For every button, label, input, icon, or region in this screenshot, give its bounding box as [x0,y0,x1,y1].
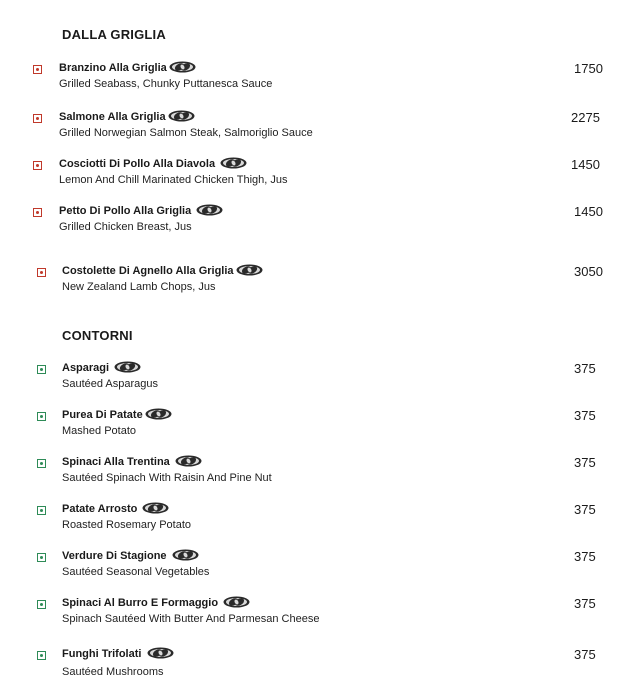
item-description: Lemon And Chill Marinated Chicken Thigh, Jus [59,174,288,186]
item-name: Branzino Alla Griglia [59,61,196,74]
olive-oil-icon [196,204,223,216]
item-name: Petto Di Pollo Alla Griglia [59,204,223,217]
non-veg-icon [33,65,42,74]
olive-oil-icon [114,361,141,373]
non-veg-icon [33,114,42,123]
non-veg-icon [33,208,42,217]
item-name: Spinaci Al Burro E Formaggio [62,596,250,609]
item-price: 1450 [574,204,603,219]
item-price: 1750 [574,61,603,76]
item-name: Costolette Di Agnello Alla Griglia [62,264,263,277]
item-name: Spinaci Alla Trentina [62,455,202,468]
menu-item [0,157,633,197]
veg-icon [37,600,46,609]
item-price: 375 [574,502,596,517]
olive-oil-icon [172,549,199,561]
item-description: Roasted Rosemary Potato [62,519,192,531]
olive-oil-icon [145,408,172,420]
item-name: Salmone Alla Griglia [59,110,195,123]
veg-icon [37,506,46,515]
item-description: Sautéed Asparagus [62,378,159,390]
veg-icon [37,365,46,374]
item-description: Sautéed Mushrooms [62,666,164,678]
olive-oil-icon [175,455,202,467]
veg-icon [37,553,46,562]
olive-oil-icon [236,264,263,276]
section-title-dalla-griglia: DALLA GRIGLIA [62,27,166,42]
veg-icon [37,459,46,468]
veg-icon [37,412,46,421]
item-price: 3050 [574,264,603,279]
non-veg-icon [37,268,46,277]
item-price: 375 [574,408,596,423]
item-name: Verdure Di Stagione [62,549,199,562]
item-price: 2275 [571,110,600,125]
olive-oil-icon [223,596,250,608]
menu-item [0,502,633,542]
menu-item [0,110,633,150]
section-title-contorni: CONTORNI [62,328,133,343]
menu-item [0,647,633,687]
item-name: Purea Di Patate [62,408,172,421]
menu-item [0,61,633,101]
menu-item [0,361,633,401]
menu-item [0,596,633,636]
menu-item [0,408,633,448]
item-description: Grilled Seabass, Chunky Puttanesca Sauce [59,78,273,90]
item-description: Grilled Chicken Breast, Jus [59,221,192,233]
item-name: Cosciotti Di Pollo Alla Diavola [59,157,247,170]
olive-oil-icon [220,157,247,169]
item-name: Funghi Trifolati [62,647,174,660]
item-description: Sautéed Spinach With Raisin And Pine Nut [62,472,272,484]
item-description: Sautéed Seasonal Vegetables [62,566,210,578]
menu-item [0,204,633,244]
item-name: Asparagi [62,361,141,374]
item-description: Mashed Potato [62,425,136,437]
item-price: 375 [574,596,596,611]
menu-item [0,549,633,589]
menu-item [0,264,633,304]
veg-icon [37,651,46,660]
item-description: Grilled Norwegian Salmon Steak, Salmoriglio Sauce [59,127,313,139]
menu-item [0,455,633,495]
item-description: Spinach Sautéed With Butter And Parmesan Cheese [62,613,320,625]
olive-oil-icon [169,61,196,73]
item-price: 375 [574,549,596,564]
item-price: 375 [574,361,596,376]
olive-oil-icon [142,502,169,514]
item-name: Patate Arrosto [62,502,169,515]
item-price: 375 [574,647,596,662]
item-price: 375 [574,455,596,470]
non-veg-icon [33,161,42,170]
item-description: New Zealand Lamb Chops, Jus [62,281,216,293]
olive-oil-icon [168,110,195,122]
olive-oil-icon [147,647,174,659]
item-price: 1450 [571,157,600,172]
